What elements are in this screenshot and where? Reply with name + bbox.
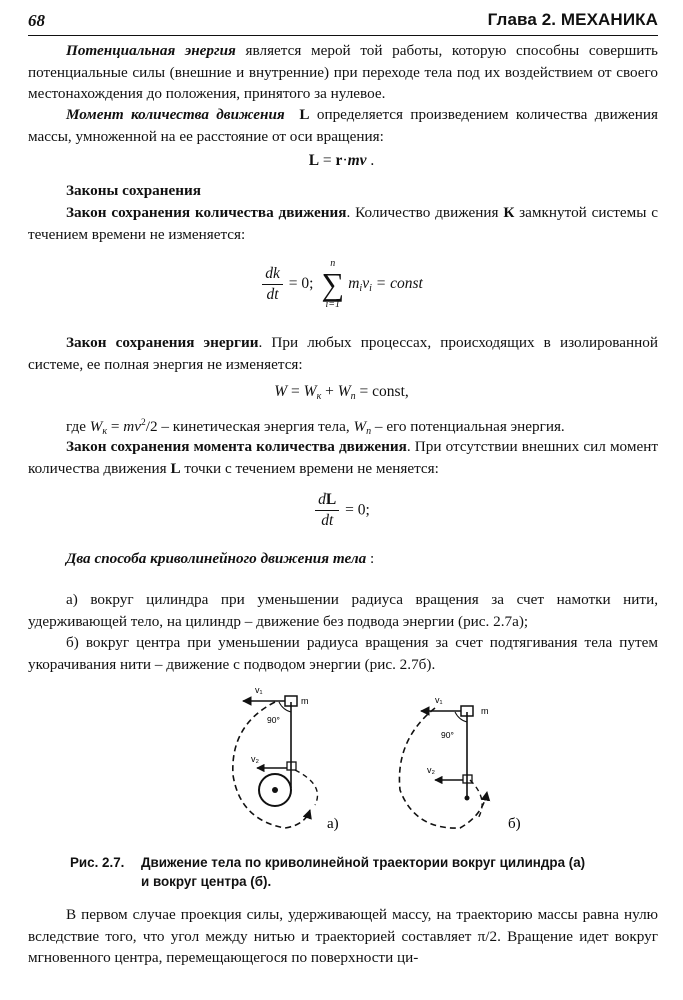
list-item-a: а) вокруг цилиндра при уменьшении радиуса вращения за счет намотки нити, удерживающей тело, на цилиндр – движение без подвода энергии (рис. 2.7а); — [28, 591, 658, 630]
fraction-dk-dt — [262, 264, 283, 305]
eq-W-rhs: = const, — [355, 383, 409, 400]
eq-k-m: m — [348, 274, 360, 292]
eq-k-mid: = 0; — [284, 275, 314, 292]
chapter-title: Глава 2. МЕХАНИКА — [487, 10, 658, 29]
paragraph-potential-energy — [28, 40, 658, 105]
label-v2-b: v₂ — [427, 765, 435, 775]
law-energy-text: . При любых процессах, происходящих в изолированной системе, ее полная энергия не изменяется: — [28, 334, 658, 373]
eq-k-v-sub: i — [369, 282, 372, 294]
summation — [321, 258, 344, 310]
term-potential-energy: Потенциальная энергия — [66, 42, 236, 59]
frac-dt: dt — [321, 512, 334, 529]
eq-L-r: r — [335, 152, 343, 169]
label-angle-b: 90° — [441, 730, 454, 740]
label-v1-a: v₁ — [255, 685, 263, 695]
eq-L-lhs: L — [308, 152, 320, 169]
law-energy-title: Закон сохранения энергии — [66, 334, 259, 351]
two-ways-title: Два способа криволинейного движения тела — [66, 550, 367, 567]
figure-caption — [70, 853, 650, 891]
symbol-L: L — [299, 106, 310, 123]
eq-L-tail: . — [366, 152, 375, 169]
eq-L-equals: = — [319, 152, 336, 169]
symbol-K: К — [503, 204, 515, 221]
sum-lower: i=1 — [325, 299, 341, 310]
center-b — [465, 796, 470, 801]
law-momentum-text-b: замкнутой системы с течением времени не изменяется: — [28, 204, 659, 243]
running-header — [28, 9, 658, 36]
law-angular-text-a: . При отсутствии внешних сил момент количества движения — [28, 438, 658, 477]
law-momentum-text-a: . Количество движения — [346, 204, 504, 221]
law-angular-text-b: точки с течением времени не меняется: — [180, 459, 439, 477]
paragraph-angular-momentum — [28, 104, 658, 147]
equation-momentum-conservation — [0, 258, 683, 310]
sum-sign: ∑ — [321, 266, 345, 302]
where-sup: 2 — [140, 418, 146, 428]
where-c: /2 – кинетическая энергия тела, — [145, 418, 354, 435]
figure-2-7 — [215, 680, 545, 850]
figure-b-diagram — [399, 695, 520, 832]
law-angular-title: Закон сохранения момента количества движения — [66, 438, 407, 455]
where-W: W — [89, 418, 103, 435]
section-title — [28, 180, 658, 202]
label-v1-b: v₁ — [435, 695, 443, 705]
paragraph-law-energy — [28, 332, 658, 375]
where-W2: W — [353, 418, 367, 435]
frac-den: dt — [266, 285, 279, 303]
caption-label: Рис. 2.7. — [70, 855, 125, 870]
eq-Wk-sub: к — [316, 391, 322, 402]
eq-Wn-sub: п — [350, 391, 356, 402]
where-d: – его потенциальная энергия. — [371, 418, 565, 435]
eq-k-rhs: = const — [371, 274, 423, 292]
symbol-L-2: L — [170, 459, 181, 477]
equation-dL-dt — [0, 490, 683, 531]
where-b: = — [107, 418, 124, 435]
two-ways-heading — [28, 548, 658, 570]
eq-k-v: v — [362, 274, 370, 292]
eq-W-eq: = — [287, 383, 304, 400]
equation-L — [0, 152, 683, 170]
where-n-sub: п — [366, 426, 372, 437]
trajectory-b-dashed — [399, 708, 487, 828]
eq-L-mv: mv — [347, 152, 367, 169]
label-m-b: m — [481, 706, 489, 716]
two-ways-colon: : — [366, 550, 375, 567]
frac-L: L — [325, 491, 337, 508]
section-title-text: Законы сохранения — [66, 182, 201, 199]
term-angular-momentum: Момент количества движения — [66, 106, 285, 123]
eq-k-m-sub: i — [359, 282, 363, 294]
label-m-a: m — [301, 696, 309, 706]
cylinder-center — [272, 787, 278, 793]
figure-a-diagram — [233, 685, 339, 832]
paragraph-law-momentum — [28, 202, 658, 245]
eq-Wk: W — [303, 383, 317, 400]
angular-momentum-text: определяется произведением количества движения массы, умноженной на ее расстояние от оси вращения: — [28, 106, 658, 145]
eq-L-dot: · — [342, 152, 348, 169]
trajectory-a-inner — [295, 770, 318, 805]
where-a: где — [66, 418, 90, 435]
label-figure-b: б) — [508, 816, 521, 832]
eq-Wn: W — [337, 383, 351, 400]
where-k-sub: к — [102, 426, 108, 437]
eq-W-plus: + — [321, 383, 338, 400]
label-figure-a: а) — [327, 816, 339, 832]
law-momentum-title: Закон сохранения количества движения — [66, 204, 347, 221]
eq-dL-tail: = 0; — [341, 501, 370, 519]
where-mv: mv — [123, 418, 141, 435]
potential-energy-text: является мерой той работы, которую способны совершить потенциальные силы (внешние и внутренние) при переходе тела под их воздействием от своего местонахождения до положения, принятого за нулевое. — [28, 42, 658, 102]
label-v2-a: v₂ — [251, 754, 259, 764]
caption-line-2: и вокруг центра (б). — [141, 874, 272, 889]
eq-W: W — [274, 383, 288, 400]
label-angle-a: 90° — [267, 715, 280, 725]
list-item-b: б) вокруг центра при уменьшении радиуса вращения за счет подтягивания тела путем укорачивания нити – движение с подводом энергии (рис. 2.7б). — [28, 634, 658, 673]
fraction-dL-dt — [315, 490, 339, 531]
frac-num: dk — [262, 264, 283, 285]
paragraph-last: В первом случае проекция силы, удерживающей массу, на траекторию массы равна нулю вследствие того, что угол между нитью и траекторией составляет π/2. Вращение идет вокруг мгновенного центра, перемещающегося по поверхности ци- — [28, 906, 658, 966]
page-number: 68 — [28, 11, 45, 30]
caption-line-1: Движение тела по криволинейной траектории вокруг цилиндра (а) — [141, 855, 586, 870]
paragraph-law-angular — [28, 436, 658, 479]
sum-upper: n — [330, 258, 336, 269]
frac-d: d — [318, 491, 326, 508]
equation-energy — [0, 383, 683, 402]
